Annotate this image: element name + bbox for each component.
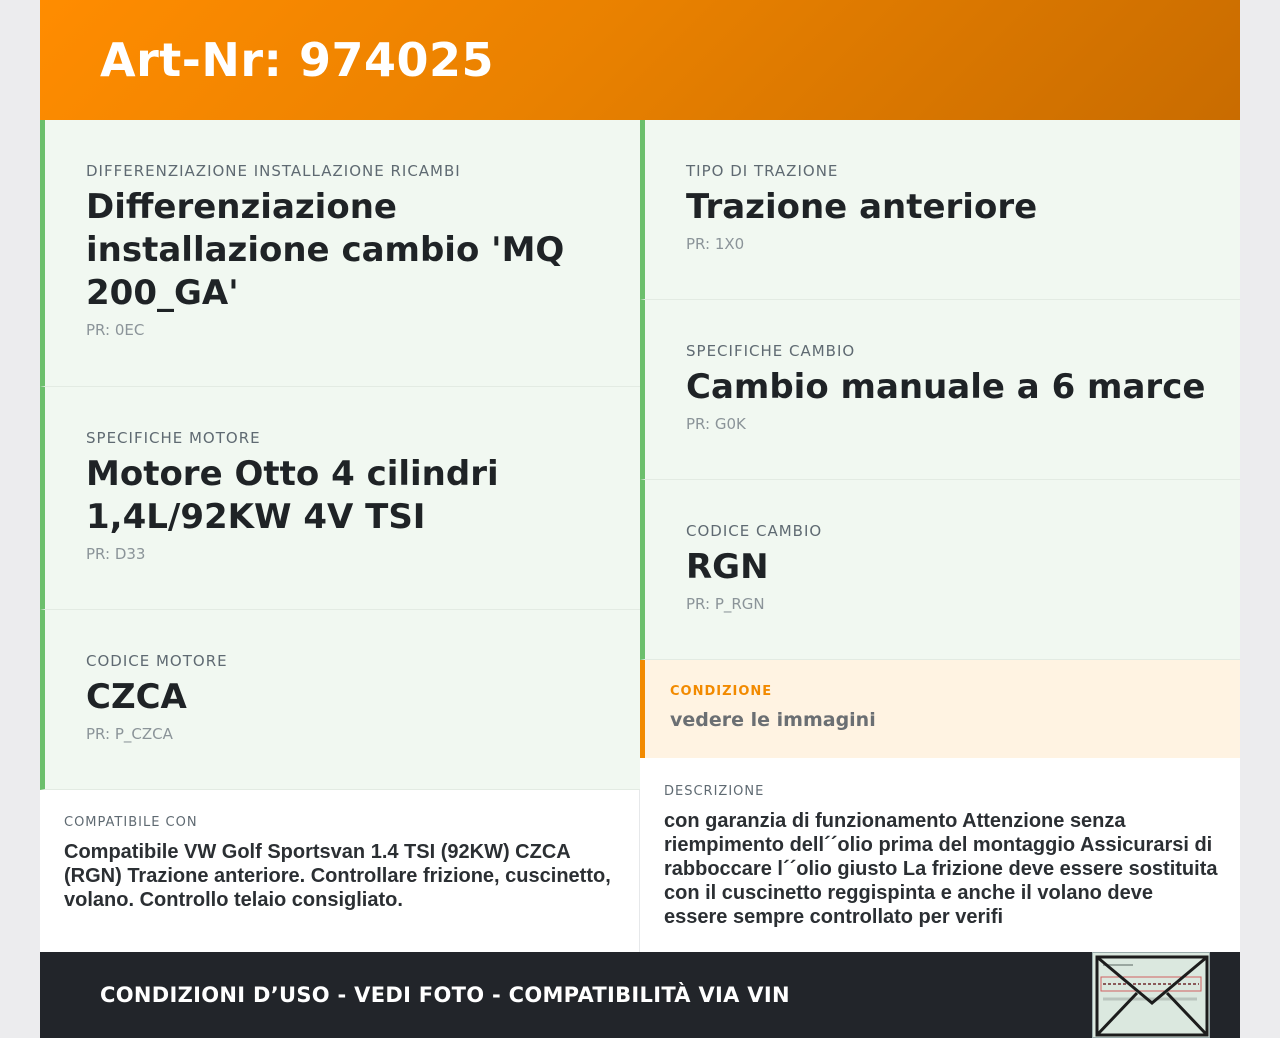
- condition-label: CONDIZIONE: [670, 684, 773, 699]
- photo-thumbnail[interactable]: [1092, 952, 1210, 1038]
- condition-value: vedere le immagini: [670, 709, 876, 731]
- spec-card-gearbox-code: [640, 480, 1240, 660]
- spec-label: CODICE CAMBIO: [686, 522, 823, 540]
- spec-pr-code: PR: P_RGN: [686, 595, 765, 613]
- spec-value: Differenziazione installazione cambio 'MQ 200_GA': [86, 187, 565, 313]
- product-sheet: [40, 0, 1240, 1038]
- article-number-title: Art-Nr: 974025: [100, 33, 495, 87]
- compatible-text: Compatibile VW Golf Sportsvan 1.4 TSI (92KW) CZCA (RGN) Trazione anteriore. Controllare frizione, cuscinetto, volano. Controllo telaio consigliato.: [64, 841, 611, 911]
- spec-card-installation: [40, 120, 640, 387]
- spec-label: SPECIFICHE CAMBIO: [686, 342, 856, 360]
- footer-text: CONDIZIONI D’USO - VEDI FOTO - COMPATIBILITÀ VIA VIN: [100, 983, 790, 1007]
- spec-label: CODICE MOTORE: [86, 652, 228, 670]
- spec-pr-code: PR: 1X0: [686, 235, 745, 253]
- spec-grid: [40, 120, 1240, 952]
- spec-value: Cambio manuale a 6 marce: [686, 367, 1206, 407]
- mail-envelope-icon: [1093, 953, 1210, 1038]
- left-column: [40, 120, 640, 952]
- right-column: [640, 120, 1240, 952]
- spec-pr-code: PR: P_CZCA: [86, 725, 173, 743]
- footer-bar: [40, 952, 1240, 1038]
- spec-card-drive: [640, 120, 1240, 300]
- condition-box: [640, 660, 1240, 758]
- spec-card-gearbox: [640, 300, 1240, 480]
- spec-pr-code: PR: G0K: [686, 415, 746, 433]
- spec-pr-code: PR: D33: [86, 545, 146, 563]
- spec-value: Trazione anteriore: [686, 187, 1038, 227]
- spec-label: TIPO DI TRAZIONE: [686, 162, 839, 180]
- compatible-label: COMPATIBILE CON: [64, 815, 198, 830]
- header-bar: [40, 0, 1240, 120]
- spec-card-engine: [40, 387, 640, 610]
- description-label: DESCRIZIONE: [664, 784, 765, 799]
- spec-value: Motore Otto 4 cilindri 1,4L/92KW 4V TSI: [86, 454, 499, 537]
- spec-label: DIFFERENZIAZIONE INSTALLAZIONE RICAMBI: [86, 162, 461, 180]
- spec-value: RGN: [686, 547, 769, 587]
- spec-label: SPECIFICHE MOTORE: [86, 429, 261, 447]
- spec-card-engine-code: [40, 610, 640, 790]
- spec-value: CZCA: [86, 677, 187, 717]
- description-section: [640, 758, 1240, 952]
- compatible-section: [40, 790, 640, 952]
- description-text: con garanzia di funzionamento Attenzione senza riempimento dell´´olio prima del montaggio Assicurarsi di rabboccare l´´olio giusto La frizione deve essere sostituita con il cuscinetto reggispinta e anche il volano deve essere sempre controllato per verifi: [664, 810, 1218, 928]
- spec-pr-code: PR: 0EC: [86, 321, 145, 339]
